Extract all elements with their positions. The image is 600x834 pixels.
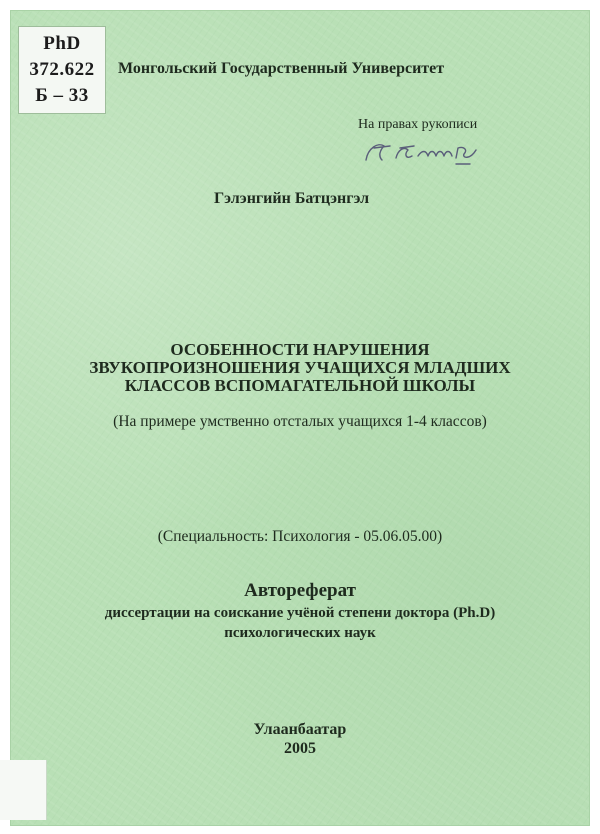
- university-name: Монгольский Государственный Университет: [118, 60, 445, 77]
- label-classification: 372.622: [29, 59, 95, 80]
- title-line-2: ЗВУКОПРОИЗНОШЕНИЯ УЧАЩИХСЯ МЛАДШИХ: [89, 358, 511, 377]
- title-line-3: КЛАССОВ ВСПОМАГАТЕЛЬНОЙ ШКОЛЫ: [124, 376, 476, 395]
- signature-icon: [360, 136, 490, 170]
- place: Улаанбаатар: [253, 721, 347, 738]
- scan-edge-strip: [0, 760, 47, 820]
- author-name: Гэлэнгийн Батцэнгэл: [214, 190, 370, 207]
- specialty: (Специальность: Психология - 05.06.05.00): [157, 528, 443, 545]
- abstract-line-1: диссертации на соискание учёной степени доктора (Ph.D): [104, 605, 496, 621]
- abstract-heading: Автореферат: [244, 580, 356, 601]
- library-label: [18, 26, 106, 114]
- label-code: Б – 33: [35, 85, 89, 106]
- label-degree: PhD: [43, 33, 81, 54]
- abstract-line-2: психологических наук: [224, 625, 376, 641]
- year: 2005: [284, 740, 316, 757]
- title-line-1: ОСОБЕННОСТИ НАРУШЕНИЯ: [170, 340, 430, 359]
- manuscript-note: На правах рукописи: [358, 117, 478, 132]
- subtitle: (На примере умственно отсталых учащихся 1-4 классов): [113, 413, 487, 430]
